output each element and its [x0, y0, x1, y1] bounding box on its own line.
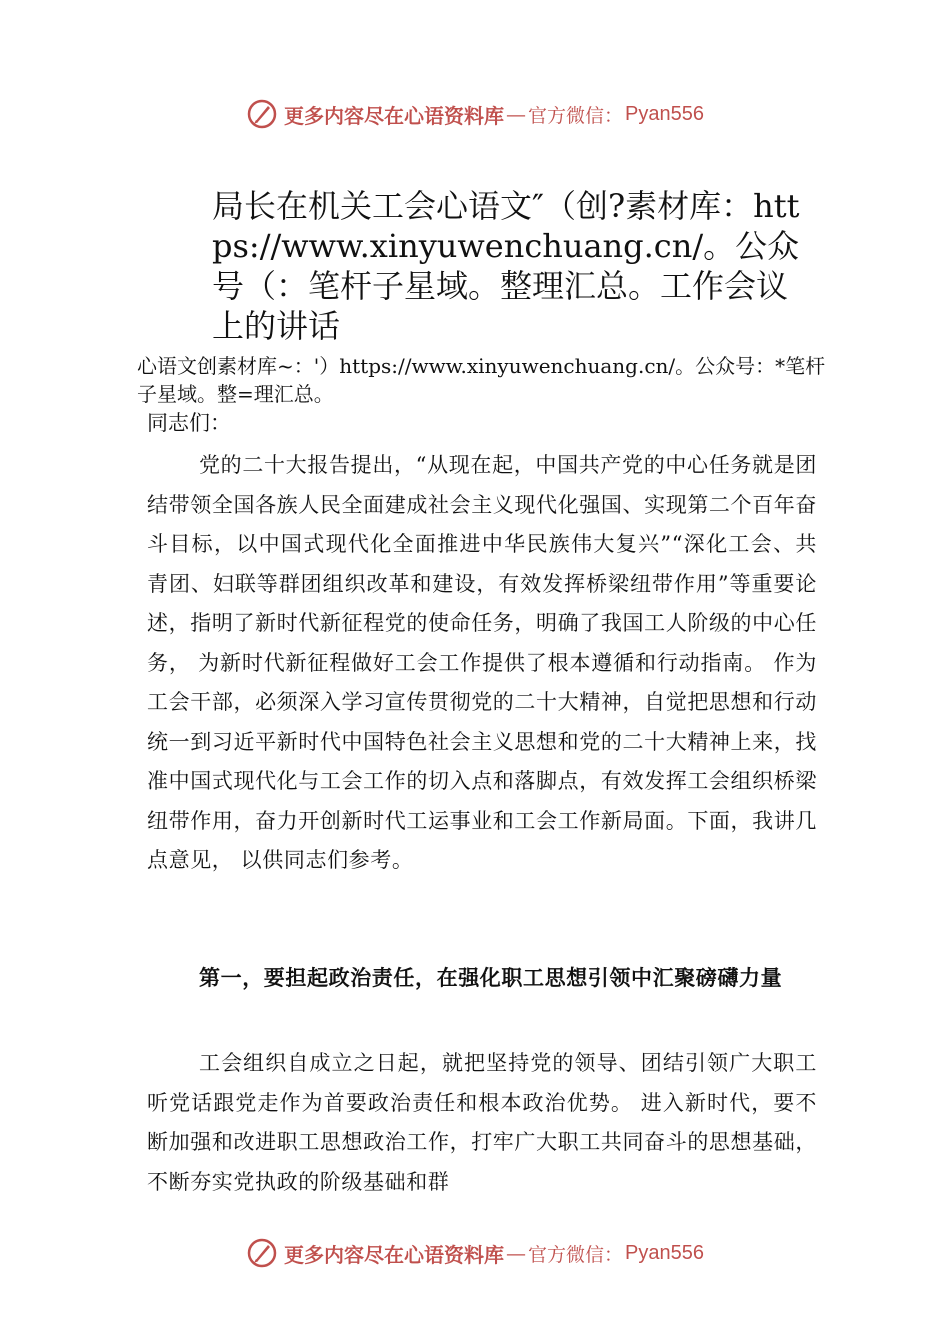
greeting: 同志们： — [147, 411, 231, 435]
source-note: 心语文创素材库~：'）https://www.xinyuwenchuang.cn/。公众号：*笔杆子星域。整=理汇总。 — [137, 354, 826, 406]
paragraph-1: 党的二十大报告提出，“从现在起，中国共产党的中心任务就是团结带领全国各族人民全面建成社会主义现代化强国、实现第二个百年奋斗目标，以中国式现代化全面推进中华民族伟大复兴”“深化工会、共青团、妇联等群团组织改革和建设，有效发挥桥梁纽带作用”等重要论述，指明了新时代新征程党的使命任务，明确了我国工人阶级的中心任务， 为新时代新征程做好工会工作提供了根本遵循和行动指南。 作为工会干部，必须深入学习宣传贯彻党的二十大精神，自觉把思想和行动统一到习近平新时代中国特色社会主义思想和党的二十大精神上来，找准中国式现代化与工会工作的切入点和落脚点，有效发挥工会组织桥梁纽带作用，奋力开创新时代工运事业和工会工作新局面。下面，我讲几点意见， 以供同志们参考。 — [147, 453, 817, 872]
footer-brand-text: 更多内容尽在心语资料库 — [284, 1242, 504, 1267]
header-dash: — — [506, 102, 526, 126]
footer-wechat-id: Pyan556 — [625, 1241, 704, 1264]
quill-logo-icon — [246, 1237, 278, 1269]
header-brand-text: 更多内容尽在心语资料库 — [284, 103, 504, 128]
document-title: 局长在机关工会心语文″（创?素材库：https://www.xinyuwenchuang.cn/。公众号（：笔杆子星域。整理汇总。工作会议上的讲话 — [212, 187, 800, 345]
header-banner — [0, 94, 950, 134]
footer-official-label: 官方微信： — [528, 1243, 624, 1266]
footer-dash: — — [506, 1241, 526, 1265]
quill-logo-icon — [246, 98, 278, 130]
footer-banner — [0, 1233, 950, 1273]
header-official-label: 官方微信： — [528, 104, 624, 127]
paragraph-2: 工会组织自成立之日起，就把坚持党的领导、团结引领广大职工听党话跟党走作为首要政治责任和根本政治优势。 进入新时代，要不断加强和改进职工思想政治工作，打牢广大职工共同奋斗的思想基础，不断夯实党执政的阶级基础和群 — [147, 1051, 817, 1194]
header-wechat-id: Pyan556 — [625, 102, 704, 125]
section-heading-1: 第一，要担起政治责任，在强化职工思想引领中汇聚磅礴力量 — [199, 965, 783, 990]
